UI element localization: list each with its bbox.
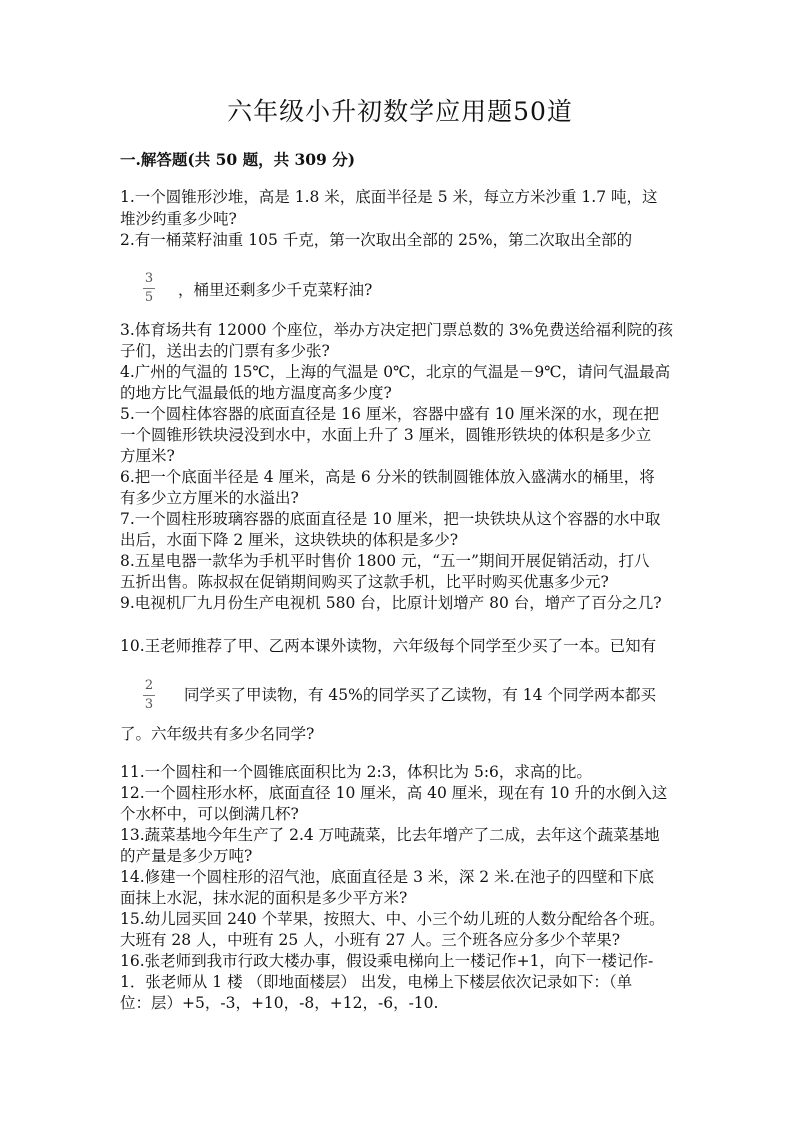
section-heading: 一.解答题(共 50 题，共 309 分) <box>120 150 356 169</box>
text-line: 子们，送出去的门票有多少张? <box>120 342 330 360</box>
text-line: 5.一个圆柱体容器的底面直径是 16 厘米，容器中盛有 10 厘米深的水，现在把 <box>120 405 659 423</box>
text-line: 堆沙约重多少吨? <box>120 210 237 228</box>
fraction-numerator: 2 <box>144 678 154 693</box>
fraction-bar <box>143 695 155 696</box>
text-line: 的地方比气温最低的地方温度高多少度? <box>120 384 392 402</box>
text-line: 9.电视机厂九月份生产电视机 580 台，比原计划增产 80 台，增产了百分之几? <box>120 594 662 612</box>
text-line: 有多少立方厘米的水溢出? <box>120 489 299 507</box>
text-line: 14.修建一个圆柱形的沼气池，底面直径是 3 米，深 2 米.在池子的四壁和下底 <box>120 868 655 886</box>
text-line: 一个圆锥形铁块浸没到水中，水面上升了 3 厘米，圆锥形铁块的体积是多少立 <box>120 426 652 444</box>
text-line: 3.体育场共有 12000 个座位，举办方决定把门票总数的 3%免费送给福利院的孩 <box>120 321 673 339</box>
page-title: 六年级小升初数学应用题50道 <box>227 97 573 126</box>
text-line: 16.张老师到我市行政大楼办事，假设乘电梯向上一楼记作+1，向下一楼记作- <box>120 952 654 970</box>
fraction-denominator: 3 <box>144 697 154 712</box>
text-line: 个水杯中，可以倒满几杯? <box>120 805 299 823</box>
text-line: 五折出售。陈叔叔在促销期间购买了这款手机，比平时购买优惠多少元? <box>120 573 609 591</box>
text-line: 位：层）+5，-3，+10，-8，+12，-6，-10. <box>120 994 439 1012</box>
fraction-denominator: 5 <box>144 290 154 305</box>
text-line: 出后，水面下降 2 厘米，这块铁块的体积是多少? <box>120 531 459 549</box>
fraction-bar <box>143 288 155 289</box>
text-line: 13.蔬菜基地今年生产了 2.4 万吨蔬菜，比去年增产了二成，去年这个蔬菜基地 <box>120 826 660 844</box>
text-line: 同学买了甲读物，有 45%的同学买了乙读物，有 14 个同学两本都买 <box>184 686 656 704</box>
fraction-numerator: 3 <box>144 271 154 286</box>
text-line: 7.一个圆柱形玻璃容器的底面直径是 10 厘米，把一块铁块从这个容器的水中取 <box>120 510 661 528</box>
fraction-3-5 <box>143 272 155 305</box>
text-line: 8.五星电器一款华为手机平时售价 1800 元，“五一”期间开展促销活动，打八 <box>120 552 650 570</box>
text-line: 1.一个圆锥形沙堆，高是 1.8 米，底面半径是 5 米，每立方米沙重 1.7 吨，这 <box>120 188 658 206</box>
text-line: ，桶里还剩多少千克菜籽油? <box>178 281 373 299</box>
text-line: 10.王老师推荐了甲、乙两本课外读物，六年级每个同学至少买了一本。已知有 <box>120 637 657 655</box>
text-line: 15.幼儿园买回 240 个苹果，按照大、中、小三个幼儿班的人数分配给各个班。 <box>120 910 665 928</box>
fraction-2-3 <box>143 679 155 712</box>
text-line: 大班有 28 人，中班有 25 人，小班有 27 人。三个班各应分多少个苹果? <box>120 931 621 949</box>
text-line: 12.一个圆柱形水杯，底面直径 10 厘米，高 40 厘米，现在有 10 升的水倒入这 <box>120 784 668 802</box>
text-line: 11.一个圆柱和一个圆锥底面积比为 2:3，体积比为 5:6，求高的比。 <box>120 763 592 781</box>
text-line: 1．张老师从 1 楼 （即地面楼层） 出发，电梯上下楼层依次记录如下：（单 <box>120 973 633 991</box>
text-line: 面抹上水泥，抹水泥的面积是多少平方米? <box>120 889 408 907</box>
text-line: 了。六年级共有多少名同学? <box>120 725 315 743</box>
text-line: 方厘米? <box>120 447 175 465</box>
text-line: 的产量是多少万吨? <box>120 847 253 865</box>
text-line: 6.把一个底面半径是 4 厘米，高是 6 分米的铁制圆锥体放入盛满水的桶里，将 <box>120 468 655 486</box>
text-line: 4.广州的气温的 15℃，上海的气温是 0℃，北京的气温是－9℃，请问气温最高 <box>120 363 671 381</box>
text-line: 2.有一桶菜籽油重 105 千克，第一次取出全部的 25%，第二次取出全部的 <box>120 231 633 249</box>
